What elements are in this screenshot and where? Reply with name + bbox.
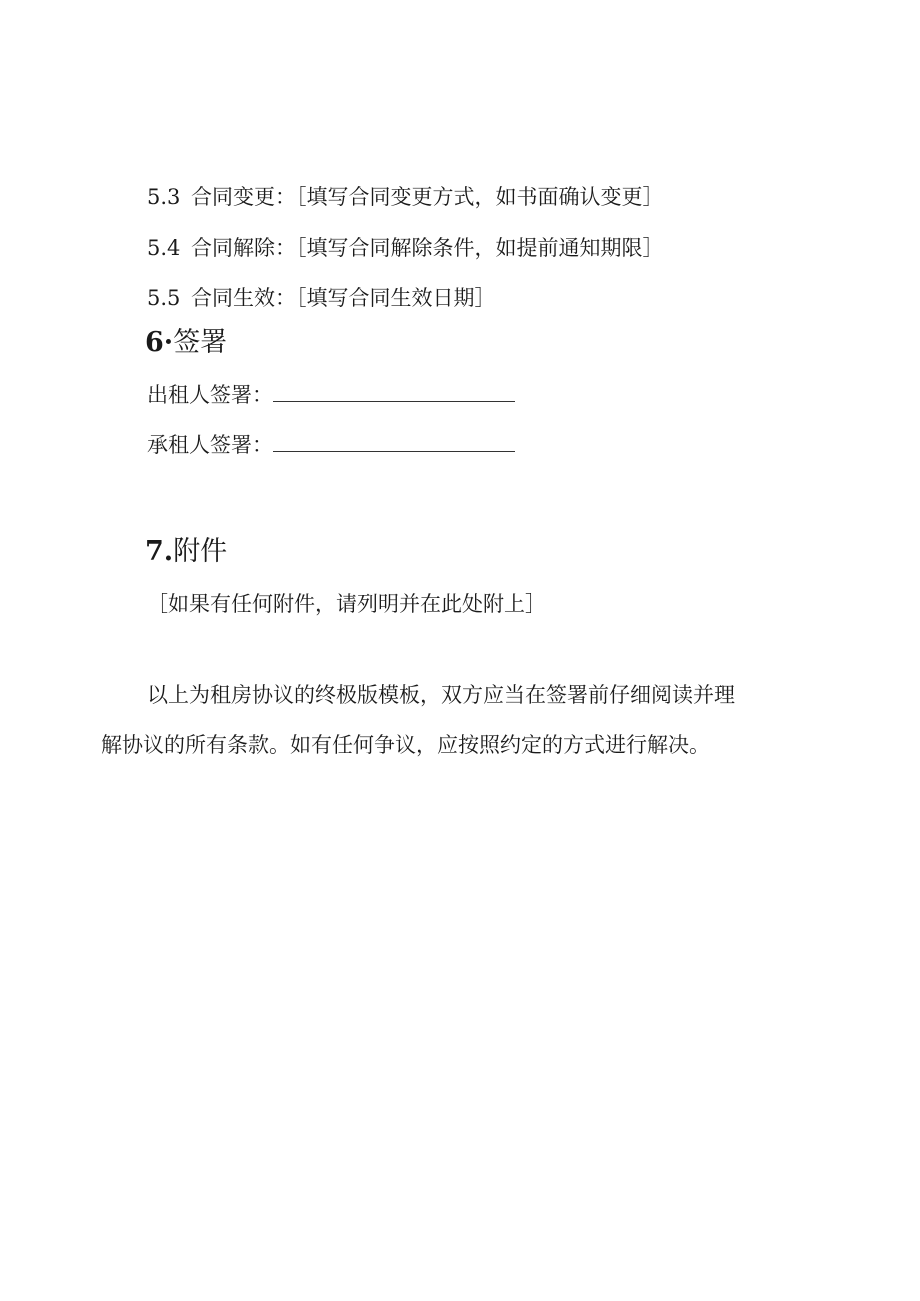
clause-number: 5.5 (147, 286, 181, 310)
clause-label: 合同解除： (191, 236, 296, 260)
section-number: 6· (145, 327, 174, 358)
lessee-signature-label: 承租人签署： (147, 433, 273, 457)
clause-5-4 (147, 234, 664, 262)
lessee-signature-blank[interactable] (273, 431, 515, 452)
attachment-placeholder (147, 590, 546, 618)
clause-5-5 (147, 284, 496, 312)
lessor-signature-blank[interactable] (273, 381, 515, 402)
clause-label: 合同变更： (191, 185, 296, 209)
closing-line-1 (101, 670, 801, 720)
closing-line-1-text: 以上为租房协议的终极版模板，双方应当在签署前仔细阅读并理 (147, 683, 735, 707)
section-title: 签署 (173, 327, 228, 358)
clause-placeholder: ［填写合同生效日期］ (296, 286, 496, 310)
section-7-heading (145, 536, 227, 568)
clause-placeholder: ［填写合同变更方式，如书面确认变更］ (296, 185, 664, 209)
clause-label: 合同生效： (191, 286, 296, 310)
lessor-signature-label: 出租人签署： (147, 383, 273, 407)
attachment-placeholder-text: ［如果有任何附件，请列明并在此处附上］ (147, 592, 546, 616)
lessee-signature-line (147, 431, 515, 459)
section-number: 7. (145, 536, 174, 567)
section-title: 附件 (173, 536, 228, 567)
clause-number: 5.3 (147, 185, 181, 209)
clause-placeholder: ［填写合同解除条件，如提前通知期限］ (296, 236, 664, 260)
clause-number: 5.4 (147, 236, 181, 260)
closing-paragraph (101, 670, 801, 770)
section-6-heading (145, 327, 227, 359)
lessor-signature-line (147, 381, 515, 409)
closing-line-2: 解协议的所有条款。如有任何争议，应按照约定的方式进行解决。 (101, 733, 710, 757)
clause-5-3 (147, 183, 664, 211)
